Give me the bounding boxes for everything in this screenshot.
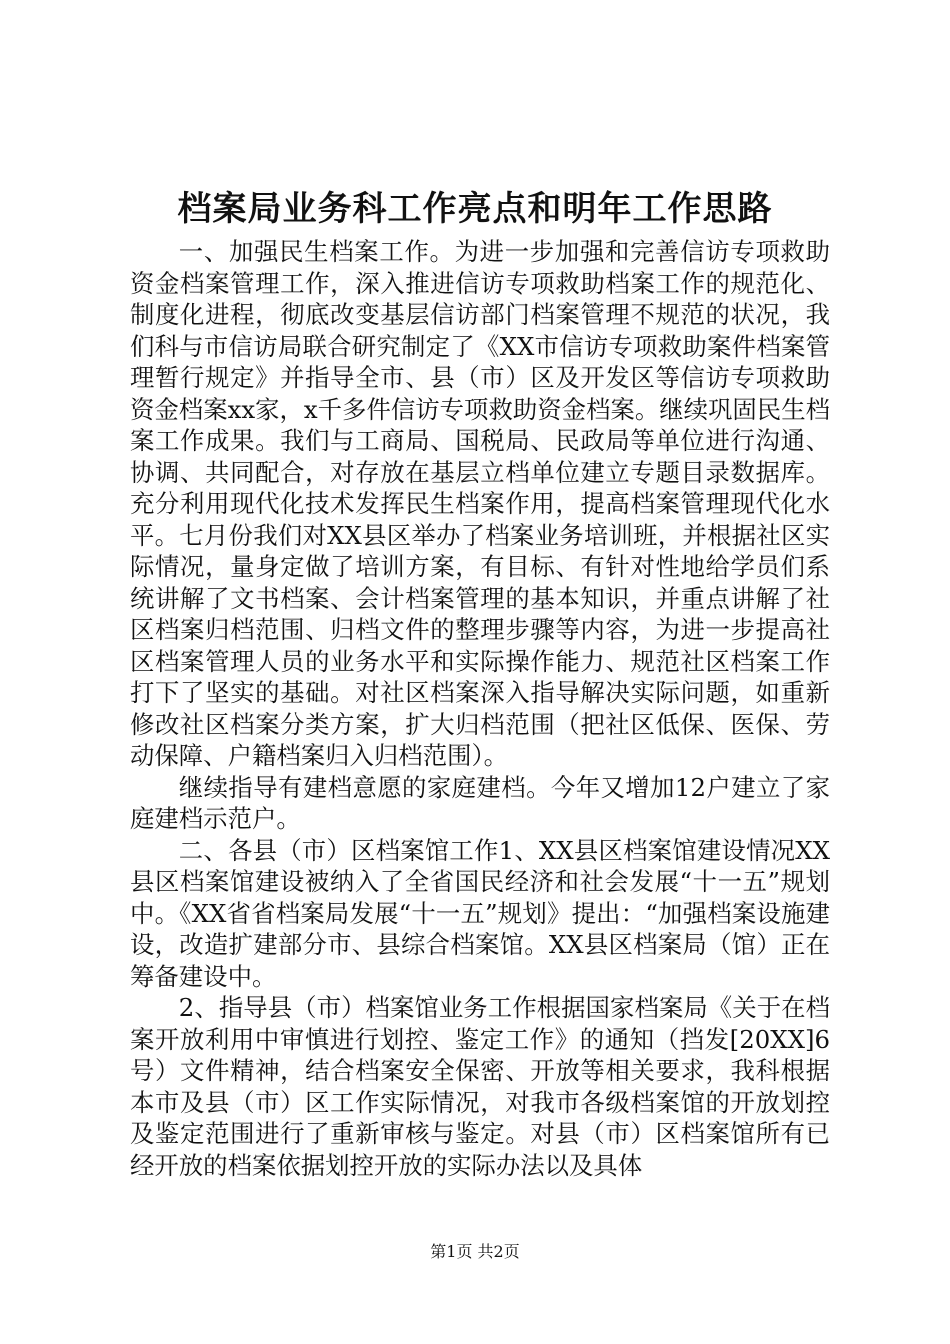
paragraph-4: 2、指导县（市）档案馆业务工作根据国家档案局《关于在档案开放利用中审慎进行划控、鉴定工作》的通知（挡发[20XX]6号）文件精神，结合档案安全保密、开放等相关要求，我科根据本市及县（市）区工作实际情况，对我市各级档案馆的开放划控及鉴定范围进行了重新审核与鉴定。对县（市）区档案馆所有已经开放的档案依据划控开放的实际办法以及具体 <box>130 993 830 1180</box>
page-footer: 第1页 共2页 <box>430 1242 520 1261</box>
paragraph-3: 二、各县（市）区档案馆工作1、XX县区档案馆建设情况XX县区档案馆建设被纳入了全省国民经济和社会发展“十一五”规划中。《XX省省档案局发展“十一五”规划》提出：“加强档案设施建设，改造扩建部分市、县综合档案馆。XX县区档案局（馆）正在筹备建设中。 <box>130 835 830 991</box>
paragraph-2: 继续指导有建档意愿的家庭建档。今年又增加12户建立了家庭建档示范户。 <box>130 772 830 833</box>
paragraph-1: 一、加强民生档案工作。为进一步加强和完善信访专项救助资金档案管理工作，深入推进信访专项救助档案工作的规范化、制度化进程，彻底改变基层信访部门档案管理不规范的状况，我们科与市信访局联合研究制定了《XX市信访专项救助案件档案管理暂行规定》并指导全市、县（市）区及开发区等信访专项救助资金档案xx家，x千多件信访专项救助资金档案。继续巩固民生档案工作成果。我们与工商局、国税局、民政局等单位进行沟通、协调、共同配合，对存放在基层立档单位建立专题目录数据库。充分利用现代化技术发挥民生档案作用，提高档案管理现代化水平。七月份我们对XX县区举办了档案业务培训班，并根据社区实际情况，量身定做了培训方案，有目标、有针对性地给学员们系统讲解了文书档案、会计档案管理的基本知识，并重点讲解了社区档案归档范围、归档文件的整理步骤等内容，为进一步提高社区档案管理人员的业务水平和实际操作能力、规范社区档案工作打下了坚实的基础。对社区档案深入指导解决实际问题，如重新修改社区档案分类方案，扩大归档范围（把社区低保、医保、劳动保障、户籍档案归入归档范围）。 <box>130 237 830 770</box>
document-title: 档案局业务科工作亮点和明年工作思路 <box>177 189 773 229</box>
document-body <box>130 236 830 1181</box>
